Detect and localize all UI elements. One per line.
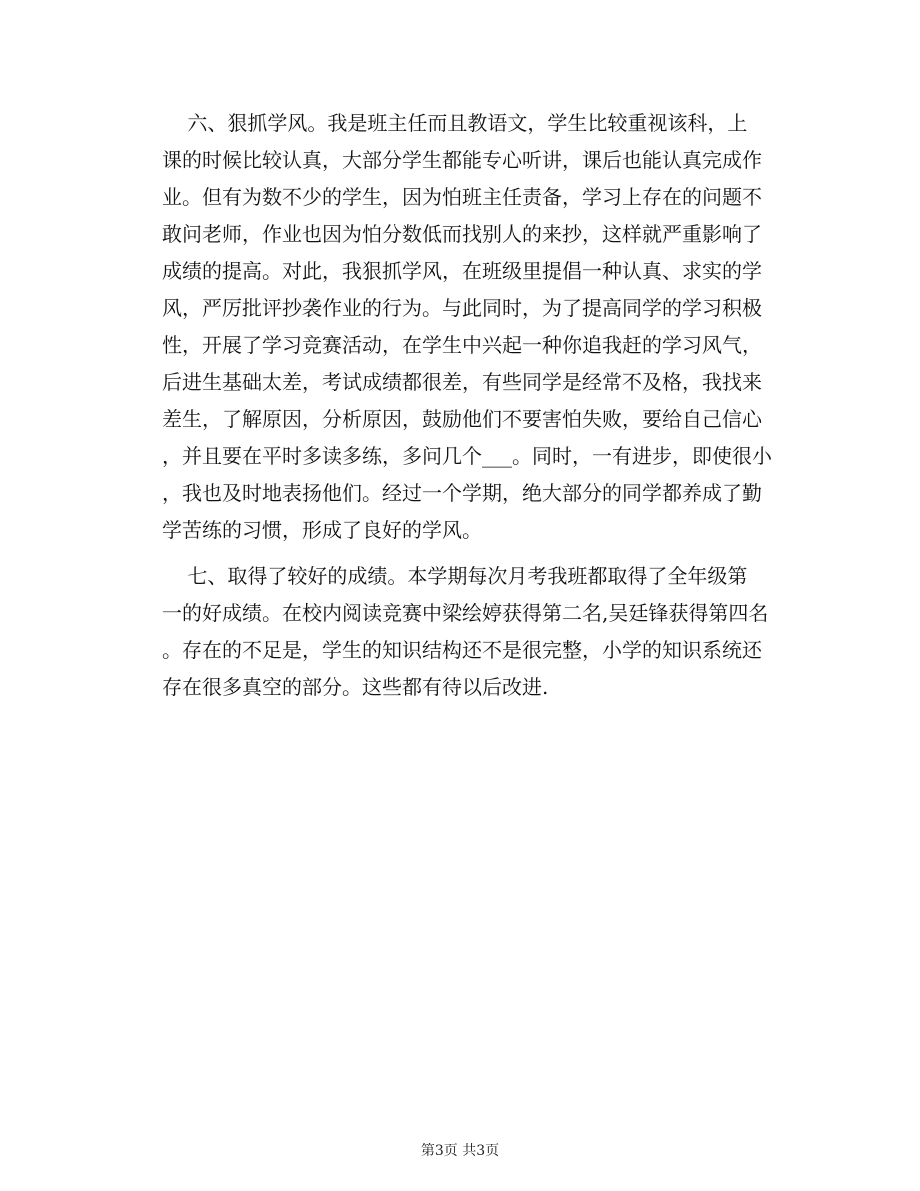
paragraph-spacer xyxy=(162,549,774,558)
paragraph-line: 七、取得了较好的成绩。本学期每次月考我班都取得了全年级第 xyxy=(162,564,748,588)
paragraph-line: 课的时候比较认真，大部分学生都能专心听讲，课后也能认真完成作 xyxy=(162,148,762,172)
paragraph-line: 。存在的不足是，学生的知识结构还不是很完整，小学的知识系统还 xyxy=(162,638,762,662)
paragraph-line: 后进生基础太差，考试成绩都很差，有些同学是经常不及格，我找来 xyxy=(162,370,762,394)
paragraph-line: 性，开展了学习竞赛活动，在学生中兴起一种你追我赶的学习风气， xyxy=(162,333,762,357)
paragraph-line: 成绩的提高。对此，我狠抓学风，在班级里提倡一种认真、求实的学 xyxy=(162,259,762,283)
paragraph-line: 差生，了解原因，分析原因，鼓励他们不要害怕失败，要给自己信心 xyxy=(162,407,762,431)
paragraph-seven xyxy=(162,558,774,706)
document-body xyxy=(162,105,774,706)
paragraph-line: ，并且要在平时多读多练，多问几个___。同时，一有进步，即使很小 xyxy=(162,444,772,468)
paragraph-line: 业。但有为数不少的学生，因为怕班主任责备，学习上存在的问题不 xyxy=(162,185,762,209)
paragraph-six xyxy=(162,105,774,549)
paragraph-line: 存在很多真空的部分。这些都有待以后改进. xyxy=(162,675,549,699)
paragraph-line: 风，严厉批评抄袭作业的行为。与此同时，为了提高同学的学习积极 xyxy=(162,296,762,320)
paragraph-line: 敢问老师，作业也因为怕分数低而找别人的来抄，这样就严重影响了 xyxy=(162,222,762,246)
paragraph-line: 学苦练的习惯，形成了良好的学风。 xyxy=(162,518,482,542)
paragraph-line: ，我也及时地表扬他们。经过一个学期，绝大部分的同学都养成了勤 xyxy=(162,481,762,505)
paragraph-line: 六、狠抓学风。我是班主任而且教语文，学生比较重视该科，上 xyxy=(162,111,748,135)
page-footer: 第3页 共3页 xyxy=(420,1143,500,1159)
paragraph-line: 一的好成绩。在校内阅读竞赛中梁绘婷获得第二名,吴廷锋获得第四名 xyxy=(162,601,769,625)
